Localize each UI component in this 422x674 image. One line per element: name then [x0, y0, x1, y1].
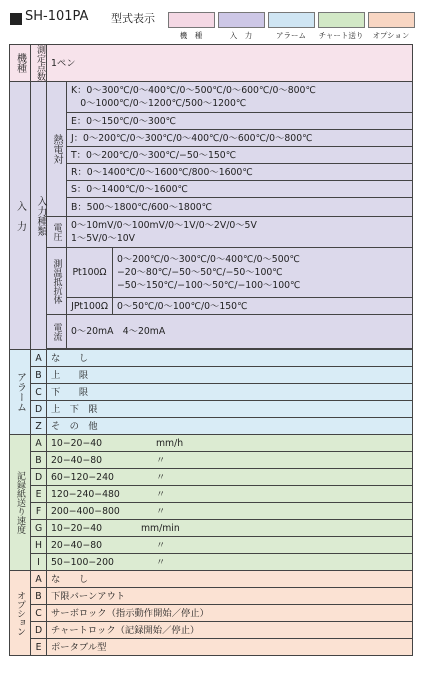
chart-section-label: 記録紙送り速度 — [10, 435, 31, 571]
option-text: チャートロック（記録開始／停止） — [47, 622, 413, 639]
legend-label-option: オプション — [372, 31, 410, 40]
input-type-label: 入力種類 — [31, 82, 47, 350]
pt100-ranges: 0〜200℃/0〜300℃/0〜400℃/0〜500℃ −20〜80℃/−50〜50℃/−50〜100℃ −50〜150℃/−100〜50℃/−100〜100℃ — [113, 248, 413, 298]
alarm-text: 下 限 — [47, 384, 413, 401]
option-code: C — [31, 605, 47, 622]
thermo-row-t: T：0〜200℃/0〜300℃/−50〜150℃ — [67, 147, 413, 164]
legend-swatch-chart — [318, 12, 365, 28]
legend-label-input: 入 力 — [229, 31, 253, 40]
spec-table — [9, 44, 413, 656]
voltage-value: 0〜10mV/0〜100mV/0〜1V/0〜2V/0〜5V 1〜5V/0〜10V — [67, 217, 413, 248]
chart-speed: 50−100−200 〃 — [47, 554, 413, 571]
pt100-name: Pt100Ω — [67, 248, 113, 298]
option-text: 下限バーンアウト — [47, 588, 413, 605]
current-label: 電流 — [47, 315, 67, 349]
chart-code: B — [31, 452, 47, 469]
chart-speed: 200−400−800 〃 — [47, 503, 413, 520]
header — [0, 0, 422, 44]
option-code: D — [31, 622, 47, 639]
alarm-text: そ の 他 — [47, 418, 413, 435]
chart-speed: 120−240−480 〃 — [47, 486, 413, 503]
alarm-code: Z — [31, 418, 47, 435]
thermo-row-s: S：0〜1400℃/0〜1600℃ — [67, 181, 413, 198]
chart-code: A — [31, 435, 47, 452]
model-section-label: 機種 — [10, 45, 31, 82]
chart-code: H — [31, 537, 47, 554]
alarm-code: B — [31, 367, 47, 384]
alarm-code: C — [31, 384, 47, 401]
chart-speed: 60−120−240 〃 — [47, 469, 413, 486]
legend-label-chart: チャート送り — [318, 31, 364, 40]
chart-code: G — [31, 520, 47, 537]
model-title: SH-101PA — [25, 9, 89, 24]
alarm-section-label: アラーム — [10, 350, 31, 435]
model-code-label: 型式表示 — [111, 12, 155, 25]
chart-code: E — [31, 486, 47, 503]
jpt100-name: JPt100Ω — [67, 298, 113, 315]
thermo-row-k: K：0〜300℃/0〜400℃/0〜500℃/0〜600℃/0〜800℃ 0〜1000℃/0〜1200℃/500〜1200℃ — [67, 82, 413, 113]
input-section-label: 入 力 — [10, 82, 31, 350]
legend-label-alarm: アラーム — [276, 31, 306, 40]
legend-swatch-alarm — [268, 12, 315, 28]
bullet-square-icon — [10, 13, 22, 25]
points-label: 測定点数 — [31, 45, 47, 82]
alarm-text: な し — [47, 350, 413, 367]
option-text: サーボロック（指示動作開始／停止） — [47, 605, 413, 622]
option-section-label: オプション — [10, 571, 31, 656]
chart-speed: 10−20−40 mm/min — [47, 520, 413, 537]
voltage-label: 電圧 — [47, 217, 67, 248]
thermo-row-r: R：0〜1400℃/0〜1600℃/800〜1600℃ — [67, 164, 413, 181]
alarm-text: 上 下 限 — [47, 401, 413, 418]
alarm-code: D — [31, 401, 47, 418]
chart-speed: 20−40−80 〃 — [47, 537, 413, 554]
alarm-text: 上 限 — [47, 367, 413, 384]
option-code: E — [31, 639, 47, 656]
chart-speed: 20−40−80 〃 — [47, 452, 413, 469]
alarm-code: A — [31, 350, 47, 367]
option-code: B — [31, 588, 47, 605]
option-code: A — [31, 571, 47, 588]
legend-swatch-model — [168, 12, 215, 28]
thermo-row-e: E：0〜150℃/0〜300℃ — [67, 113, 413, 130]
chart-speed: 10−20−40 mm/h — [47, 435, 413, 452]
chart-code: D — [31, 469, 47, 486]
legend-swatch-input — [218, 12, 265, 28]
option-text: ポータブル型 — [47, 639, 413, 656]
model-value: 1ペン — [47, 45, 413, 82]
legend-swatch-option — [368, 12, 415, 28]
thermocouple-label: 熱電対 — [47, 82, 67, 217]
thermo-row-j: J：0〜200℃/0〜300℃/0〜400℃/0〜600℃/0〜800℃ — [67, 130, 413, 147]
thermo-row-b: B：500〜1800℃/600〜1800℃ — [67, 198, 413, 217]
legend-label-model: 機 種 — [179, 31, 203, 40]
chart-code: I — [31, 554, 47, 571]
option-text: な し — [47, 571, 413, 588]
current-value: 0〜20mA 4〜20mA — [67, 315, 413, 349]
jpt100-ranges: 0〜50℃/0〜100℃/0〜150℃ — [113, 298, 413, 315]
chart-code: F — [31, 503, 47, 520]
rtd-label: 測温抵抗体 — [47, 248, 67, 315]
